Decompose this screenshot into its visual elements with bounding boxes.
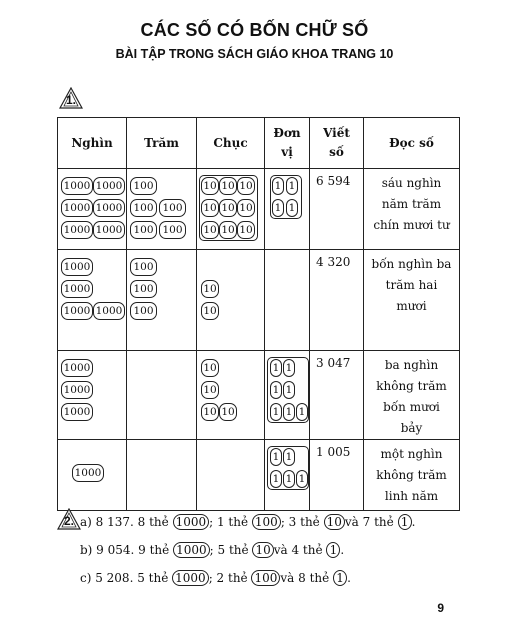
one-card: 1 xyxy=(283,470,295,488)
header-donvi-line1: Đơn xyxy=(273,126,301,140)
header-docso: Đọc số xyxy=(364,118,460,169)
reading-line: ba nghìn xyxy=(384,358,439,372)
thousand-card: 1000 xyxy=(93,302,125,320)
one-card: 1 xyxy=(283,403,295,421)
one-card: 1 xyxy=(283,359,295,377)
one-card: 1 xyxy=(283,381,295,399)
thousand-card: 1000 xyxy=(61,177,93,195)
one-card: 1 xyxy=(272,199,284,217)
ten-card: 10 xyxy=(219,403,237,421)
number-reading xyxy=(366,355,457,439)
cell-donvi xyxy=(265,440,310,511)
hundred-card: 100 xyxy=(159,199,186,217)
header-viet-line2: số xyxy=(329,145,344,159)
table-row xyxy=(58,250,460,351)
reading-line: không trăm xyxy=(376,379,447,393)
ten-card: 10 xyxy=(237,199,255,217)
cell-docso xyxy=(364,250,460,351)
ten-card: 10 xyxy=(201,302,219,320)
one-card: 1 xyxy=(286,177,298,195)
thousand-card: 1000 xyxy=(93,177,125,195)
cell-nghin xyxy=(58,250,127,351)
ten-card: 10 xyxy=(201,221,219,239)
header-chuc: Chục xyxy=(197,118,265,169)
one-card: 1 xyxy=(296,470,308,488)
header-donvi-line2: vị xyxy=(281,145,293,159)
one-card: 1 xyxy=(270,381,282,399)
cell-chuc xyxy=(197,440,265,511)
ten-card: 10 xyxy=(237,177,255,195)
one-card: 1 xyxy=(270,403,282,421)
reading-line: linh năm xyxy=(384,489,439,503)
one-card: 1 xyxy=(270,359,282,377)
line-text: và 8 thẻ xyxy=(280,571,330,585)
cell-tram xyxy=(127,440,197,511)
cell-viet xyxy=(310,351,364,440)
cell-donvi xyxy=(265,351,310,440)
page-number: 9 xyxy=(437,601,444,615)
line-text: a) 8 137. 8 thẻ xyxy=(80,515,169,529)
ten-card: 10 xyxy=(201,280,219,298)
reading-line: bốn mươi xyxy=(383,400,440,414)
thousand-card: 1000 xyxy=(61,221,93,239)
cell-viet xyxy=(310,440,364,511)
line-text: . xyxy=(347,571,351,585)
number-reading xyxy=(366,173,457,236)
written-number: 3 047 xyxy=(316,356,351,370)
one-card: 1 xyxy=(270,448,282,466)
table-row xyxy=(58,169,460,250)
thousand-card: 1000 xyxy=(93,199,125,217)
hundred-card: 100 xyxy=(130,258,157,276)
reading-line: không trăm xyxy=(376,468,447,482)
written-number: 6 594 xyxy=(316,174,351,188)
exercise-1-number: 1. xyxy=(65,93,76,107)
ten-card: 10 xyxy=(201,403,219,421)
cell-docso xyxy=(364,169,460,250)
cell-donvi xyxy=(265,250,310,351)
thousand-card: 1000 xyxy=(61,258,93,276)
reading-line: chín mươi tư xyxy=(373,218,450,232)
hundred-card: 100 xyxy=(130,177,157,195)
one-card: 1 xyxy=(286,199,298,217)
cell-nghin xyxy=(58,440,127,511)
line-text: ; 1 thẻ xyxy=(209,515,249,529)
number-reading xyxy=(366,444,457,507)
written-number: 4 320 xyxy=(316,255,351,269)
circled-card-value: 100 xyxy=(251,570,280,586)
cell-tram xyxy=(127,351,197,440)
reading-line: mươi xyxy=(396,299,427,313)
header-tram: Trăm xyxy=(127,118,197,169)
page-title: CÁC SỐ CÓ BỐN CHỮ SỐ xyxy=(140,20,369,40)
exercise-2-line-a xyxy=(80,514,415,530)
cell-docso xyxy=(364,351,460,440)
table-row xyxy=(58,351,460,440)
reading-line: sáu nghìn xyxy=(381,176,442,190)
ten-card: 10 xyxy=(201,199,219,217)
ten-card: 10 xyxy=(219,199,237,217)
circled-card-value: 1 xyxy=(333,570,347,586)
circled-card-value: 1 xyxy=(326,542,340,558)
cell-chuc xyxy=(197,169,265,250)
ten-card: 10 xyxy=(201,359,219,377)
circled-card-value: 1000 xyxy=(173,542,210,558)
one-card: 1 xyxy=(270,470,282,488)
circled-card-value: 1000 xyxy=(172,570,209,586)
ten-card: 10 xyxy=(201,381,219,399)
thousand-card: 1000 xyxy=(61,280,93,298)
cell-donvi xyxy=(265,169,310,250)
hundred-card: 100 xyxy=(130,221,157,239)
line-text: c) 5 208. 5 thẻ xyxy=(80,571,169,585)
line-text: và 4 thẻ xyxy=(273,543,323,557)
line-text: . xyxy=(340,543,345,557)
exercise-1-marker xyxy=(59,87,83,109)
thousand-card: 1000 xyxy=(61,381,93,399)
thousand-card: 1000 xyxy=(72,464,104,482)
cell-nghin xyxy=(58,351,127,440)
ten-card: 10 xyxy=(201,177,219,195)
one-card: 1 xyxy=(296,403,308,421)
cell-tram xyxy=(127,250,197,351)
number-reading xyxy=(366,254,457,317)
table-row xyxy=(58,440,460,511)
line-text: ; 2 thẻ xyxy=(208,571,248,585)
table-header-row xyxy=(58,118,460,169)
one-card: 1 xyxy=(272,177,284,195)
cell-viet xyxy=(310,169,364,250)
reading-line: bốn nghìn ba xyxy=(371,257,452,271)
cell-chuc xyxy=(197,250,265,351)
header-nghin: Nghìn xyxy=(58,118,127,169)
page-subtitle: BÀI TẬP TRONG SÁCH GIÁO KHOA TRANG 10 xyxy=(115,47,394,61)
exercise-2-marker xyxy=(57,508,81,530)
reading-line: bảy xyxy=(400,421,423,435)
ten-card: 10 xyxy=(237,221,255,239)
line-text: ; 5 thẻ xyxy=(209,543,249,557)
one-card: 1 xyxy=(283,448,295,466)
thousand-card: 1000 xyxy=(61,403,93,421)
written-number: 1 005 xyxy=(316,445,351,459)
line-text: ; 3 thẻ xyxy=(280,515,320,529)
hundred-card: 100 xyxy=(130,280,157,298)
exercise-2-number: 2. xyxy=(63,514,74,528)
line-text: b) 9 054. 9 thẻ xyxy=(80,543,170,557)
hundred-card: 100 xyxy=(159,221,186,239)
thousand-card: 1000 xyxy=(61,302,93,320)
line-text: . xyxy=(411,515,416,529)
exercise-2-line-b xyxy=(80,542,344,558)
ten-card: 10 xyxy=(219,221,237,239)
header-viet-line1: Viết xyxy=(323,126,350,140)
reading-line: năm trăm xyxy=(381,197,442,211)
exercise-2-line-c xyxy=(80,570,351,586)
circled-card-value: 10 xyxy=(252,542,273,558)
thousand-card: 1000 xyxy=(61,199,93,217)
thousand-card: 1000 xyxy=(61,359,93,377)
header-viet xyxy=(310,118,364,169)
hundred-card: 100 xyxy=(130,302,157,320)
circled-card-value: 10 xyxy=(324,514,345,530)
ten-card: 10 xyxy=(219,177,237,195)
cell-nghin xyxy=(58,169,127,250)
circled-card-value: 1000 xyxy=(173,514,210,530)
cell-tram xyxy=(127,169,197,250)
line-text: và 7 thẻ xyxy=(344,515,394,529)
hundred-card: 100 xyxy=(130,199,157,217)
place-value-table xyxy=(57,117,460,511)
cell-docso xyxy=(364,440,460,511)
cell-viet xyxy=(310,250,364,351)
header-donvi xyxy=(265,118,310,169)
reading-line: trăm hai xyxy=(385,278,438,292)
reading-line: một nghìn xyxy=(380,447,443,461)
circled-card-value: 1 xyxy=(398,514,412,530)
circled-card-value: 100 xyxy=(252,514,281,530)
cell-chuc xyxy=(197,351,265,440)
thousand-card: 1000 xyxy=(93,221,125,239)
